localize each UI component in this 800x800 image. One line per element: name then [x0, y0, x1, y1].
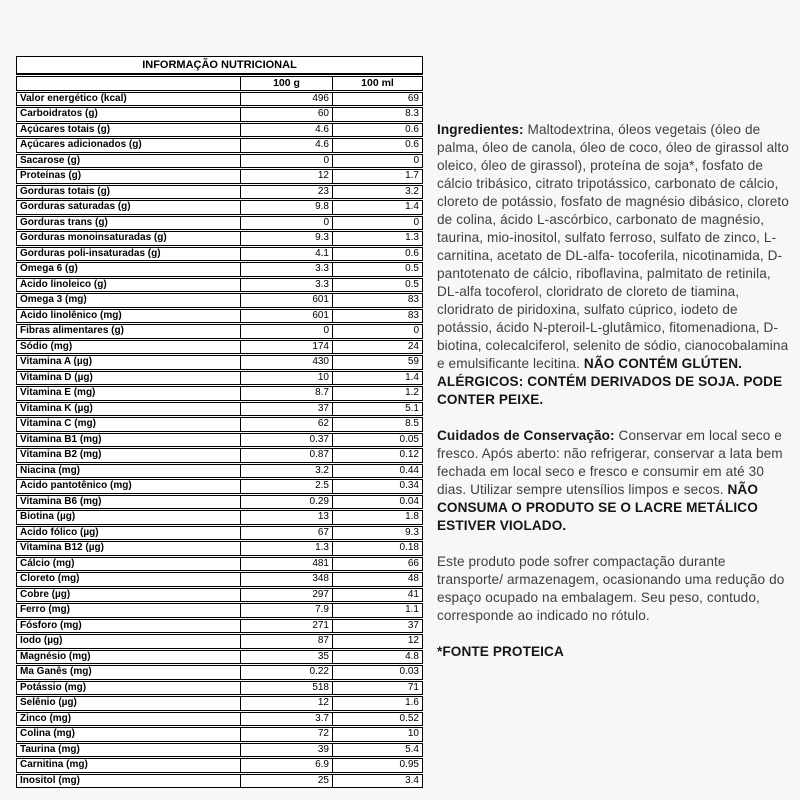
value-100g: 481 — [240, 557, 332, 572]
nutrient-row — [16, 154, 423, 169]
nutrient-row — [16, 588, 423, 603]
value-100ml: 24 — [332, 340, 423, 355]
value-100g: 174 — [240, 340, 332, 355]
nutrient-label: Taurina (mg) — [16, 743, 240, 758]
nutrient-label: Vitamina K (µg) — [16, 402, 240, 417]
table-body — [16, 92, 423, 789]
nutrient-row — [16, 743, 423, 758]
value-100g: 23 — [240, 185, 332, 200]
nutrient-label: Gorduras monoinsaturadas (g) — [16, 231, 240, 246]
value-100g: 1.3 — [240, 541, 332, 556]
value-100ml: 0.6 — [332, 138, 423, 153]
nutrient-row — [16, 340, 423, 355]
nutrient-row — [16, 355, 423, 370]
emphasis-text: Cuidados de Conservação: — [437, 428, 619, 443]
emphasis-text: Ingredientes: — [437, 122, 528, 137]
header-100ml: 100 ml — [332, 76, 423, 91]
value-100g: 37 — [240, 402, 332, 417]
nutrient-row — [16, 293, 423, 308]
value-100ml: 0 — [332, 154, 423, 169]
nutrient-label: Inositol (mg) — [16, 774, 240, 789]
value-100g: 4.6 — [240, 123, 332, 138]
value-100g: 2.5 — [240, 479, 332, 494]
nutrient-label: Ma Ganês (mg) — [16, 665, 240, 680]
value-100ml: 71 — [332, 681, 423, 696]
ingredients-paragraph — [437, 121, 793, 409]
nutrient-label: Potássio (mg) — [16, 681, 240, 696]
header-empty-cell — [16, 76, 240, 91]
value-100g: 6.9 — [240, 758, 332, 773]
nutrient-row — [16, 665, 423, 680]
nutrient-row — [16, 510, 423, 525]
nutrient-label: Vitamina E (mg) — [16, 386, 240, 401]
nutrient-row — [16, 231, 423, 246]
emphasis-text: NÃO CONSUMA O PRODUTO SE O LACRE METÁLICO ESTIVER VIOLADO. — [437, 482, 758, 533]
value-100ml: 0.95 — [332, 758, 423, 773]
nutrient-label: Vitamina D (µg) — [16, 371, 240, 386]
nutrient-row — [16, 247, 423, 262]
value-100ml: 1.4 — [332, 371, 423, 386]
nutrient-label: Ácido fólico (µg) — [16, 526, 240, 541]
nutrient-row — [16, 386, 423, 401]
nutrient-label: Proteínas (g) — [16, 169, 240, 184]
value-100g: 9.8 — [240, 200, 332, 215]
nutrient-label: Gorduras trans (g) — [16, 216, 240, 231]
nutrient-row — [16, 464, 423, 479]
nutrient-label: Iodo (µg) — [16, 634, 240, 649]
nutrient-label: Vitamina B6 (mg) — [16, 495, 240, 510]
nutrient-row — [16, 138, 423, 153]
nutrient-label: Cloreto (mg) — [16, 572, 240, 587]
nutrient-label: Carboidratos (g) — [16, 107, 240, 122]
value-100ml: 0 — [332, 324, 423, 339]
value-100ml: 0.34 — [332, 479, 423, 494]
value-100ml: 1.7 — [332, 169, 423, 184]
value-100g: 4.1 — [240, 247, 332, 262]
nutrient-label: Vitamina B1 (mg) — [16, 433, 240, 448]
value-100g: 8.7 — [240, 386, 332, 401]
compaction-paragraph — [437, 553, 793, 625]
value-100ml: 0.52 — [332, 712, 423, 727]
nutrient-label: Carnitina (mg) — [16, 758, 240, 773]
product-info-panel — [437, 121, 793, 679]
value-100g: 25 — [240, 774, 332, 789]
nutrient-label: Açúcares adicionados (g) — [16, 138, 240, 153]
value-100g: 0.29 — [240, 495, 332, 510]
value-100ml: 0.5 — [332, 278, 423, 293]
value-100ml: 0 — [332, 216, 423, 231]
value-100g: 3.3 — [240, 262, 332, 277]
nutrient-row — [16, 371, 423, 386]
nutrient-label: Vitamina A (µg) — [16, 355, 240, 370]
value-100g: 13 — [240, 510, 332, 525]
nutrient-row — [16, 526, 423, 541]
value-100g: 0.22 — [240, 665, 332, 680]
value-100ml: 0.04 — [332, 495, 423, 510]
value-100g: 72 — [240, 727, 332, 742]
emphasis-text: NÃO CONTÉM GLÚTEN. ALÉRGICOS: CONTÉM DERIVADOS DE SOJA. PODE CONTER PEIXE. — [437, 356, 783, 407]
nutrient-label: Gorduras saturadas (g) — [16, 200, 240, 215]
nutrient-label: Zinco (mg) — [16, 712, 240, 727]
nutrient-row — [16, 262, 423, 277]
value-100ml: 37 — [332, 619, 423, 634]
value-100g: 3.3 — [240, 278, 332, 293]
nutrient-row — [16, 92, 423, 107]
body-text: Maltodextrina, óleos vegetais (óleo de palma, óleo de canola, óleo de coco, óleo de girassol alto oleico, óleo de girassol), proteína de soja*, fosfato de cálcio tribásico, citrato tripotássico, carbonato de cálcio, cloreto de potássio, fosfato de magnésio dibásico, cloreto de colina, ácido L-ascórbico, carbonato de magnésio, taurina, mio-inositol, sulfato ferroso, sulfato de zinco, L-carnitina, acetato de DL-alfa- tocoferila, nicotinamida, D-pantotenato de cálcio, riboflavina, palmitato de retinila, DL-alfa tocoferol, cloridrato de cloreto de tiamina, cloridrato de piridoxina, sulfato cúprico, iodeto de potássio, ácido N-pteroil-L-glutâmico, fitomenadiona, D-biotina, colecalciferol, selenito de sódio, cianocobalamina e emulsificante lecitina. — [437, 122, 789, 371]
nutrient-label: Fibras alimentares (g) — [16, 324, 240, 339]
nutrient-row — [16, 324, 423, 339]
value-100g: 10 — [240, 371, 332, 386]
nutrient-label: Vitamina B2 (mg) — [16, 448, 240, 463]
value-100ml: 10 — [332, 727, 423, 742]
value-100g: 601 — [240, 293, 332, 308]
value-100g: 4.6 — [240, 138, 332, 153]
nutrient-label: Vitamina B12 (µg) — [16, 541, 240, 556]
value-100ml: 0.12 — [332, 448, 423, 463]
value-100ml: 3.2 — [332, 185, 423, 200]
value-100g: 35 — [240, 650, 332, 665]
table-title: INFORMAÇÃO NUTRICIONAL — [16, 56, 423, 75]
nutrient-label: Sódio (mg) — [16, 340, 240, 355]
nutrient-label: Biotina (µg) — [16, 510, 240, 525]
value-100g: 430 — [240, 355, 332, 370]
value-100ml: 1.2 — [332, 386, 423, 401]
nutrient-row — [16, 650, 423, 665]
value-100g: 62 — [240, 417, 332, 432]
value-100g: 39 — [240, 743, 332, 758]
value-100ml: 4.8 — [332, 650, 423, 665]
protein-source-note — [437, 643, 793, 661]
nutrient-label: Ômega 3 (mg) — [16, 293, 240, 308]
nutrient-label: Niacina (mg) — [16, 464, 240, 479]
value-100ml: 0.44 — [332, 464, 423, 479]
nutrient-label: Ácido pantotênico (mg) — [16, 479, 240, 494]
value-100g: 0 — [240, 154, 332, 169]
nutrient-row — [16, 495, 423, 510]
storage-paragraph — [437, 427, 793, 535]
header-100g: 100 g — [240, 76, 332, 91]
body-text: Conservar em local seco e fresco. Após aberto: não refrigerar, conservar a lata bem fechada em local seco e fresco e consumir em até 30 dias. Utilizar sempre utensílios limpos e secos. — [437, 428, 783, 497]
value-100ml: 69 — [332, 92, 423, 107]
value-100ml: 59 — [332, 355, 423, 370]
nutrient-label: Gorduras poli-insaturadas (g) — [16, 247, 240, 262]
value-100ml: 8.5 — [332, 417, 423, 432]
nutrient-label: Cobre (µg) — [16, 588, 240, 603]
nutrient-row — [16, 169, 423, 184]
nutrient-label: Selênio (µg) — [16, 696, 240, 711]
nutrient-label: Cálcio (mg) — [16, 557, 240, 572]
value-100ml: 83 — [332, 309, 423, 324]
nutrition-facts-table — [16, 55, 423, 789]
value-100g: 3.2 — [240, 464, 332, 479]
value-100ml: 48 — [332, 572, 423, 587]
nutrient-row — [16, 417, 423, 432]
nutrient-row — [16, 402, 423, 417]
nutrient-row — [16, 107, 423, 122]
nutrient-row — [16, 216, 423, 231]
value-100g: 60 — [240, 107, 332, 122]
nutrient-label: Valor energético (kcal) — [16, 92, 240, 107]
nutrient-label: Magnésio (mg) — [16, 650, 240, 665]
nutrient-label: Gorduras totais (g) — [16, 185, 240, 200]
value-100g: 9.3 — [240, 231, 332, 246]
emphasis-text: *FONTE PROTEICA — [437, 644, 564, 659]
value-100ml: 0.6 — [332, 123, 423, 138]
nutrient-label: Sacarose (g) — [16, 154, 240, 169]
nutrient-label: Ferro (mg) — [16, 603, 240, 618]
nutrient-row — [16, 727, 423, 742]
nutrient-row — [16, 433, 423, 448]
nutrient-label: Fósforo (mg) — [16, 619, 240, 634]
value-100ml: 1.3 — [332, 231, 423, 246]
nutrient-row — [16, 712, 423, 727]
value-100ml: 8.3 — [332, 107, 423, 122]
value-100g: 3.7 — [240, 712, 332, 727]
value-100g: 0 — [240, 324, 332, 339]
value-100ml: 0.5 — [332, 262, 423, 277]
nutrient-row — [16, 278, 423, 293]
value-100ml: 3.4 — [332, 774, 423, 789]
nutrient-row — [16, 200, 423, 215]
nutrient-row — [16, 681, 423, 696]
value-100ml: 83 — [332, 293, 423, 308]
value-100ml: 0.6 — [332, 247, 423, 262]
body-text: Este produto pode sofrer compactação durante transporte/ armazenagem, ocasionando uma redução do espaço ocupado na embalagem. Seu peso, contudo, corresponde ao indicado no rótulo. — [437, 554, 785, 623]
nutrient-row — [16, 557, 423, 572]
value-100g: 0 — [240, 216, 332, 231]
nutrient-row — [16, 619, 423, 634]
value-100ml: 1.6 — [332, 696, 423, 711]
nutrient-row — [16, 479, 423, 494]
value-100g: 297 — [240, 588, 332, 603]
value-100ml: 1.4 — [332, 200, 423, 215]
nutrient-row — [16, 696, 423, 711]
value-100ml: 66 — [332, 557, 423, 572]
value-100ml: 12 — [332, 634, 423, 649]
value-100ml: 41 — [332, 588, 423, 603]
value-100g: 7.9 — [240, 603, 332, 618]
table-title-row — [16, 56, 423, 75]
nutrient-row — [16, 123, 423, 138]
nutrient-label: Vitamina C (mg) — [16, 417, 240, 432]
value-100g: 348 — [240, 572, 332, 587]
nutrient-row — [16, 448, 423, 463]
value-100ml: 1.1 — [332, 603, 423, 618]
value-100g: 0.37 — [240, 433, 332, 448]
value-100g: 518 — [240, 681, 332, 696]
nutrient-row — [16, 309, 423, 324]
nutrient-label: Ômega 6 (g) — [16, 262, 240, 277]
nutrient-row — [16, 572, 423, 587]
value-100ml: 5.4 — [332, 743, 423, 758]
value-100g: 496 — [240, 92, 332, 107]
nutrient-row — [16, 185, 423, 200]
value-100ml: 5.1 — [332, 402, 423, 417]
table-header-row — [16, 76, 423, 91]
value-100g: 67 — [240, 526, 332, 541]
nutrient-row — [16, 541, 423, 556]
value-100g: 87 — [240, 634, 332, 649]
nutrient-label: Colina (mg) — [16, 727, 240, 742]
value-100g: 601 — [240, 309, 332, 324]
value-100g: 12 — [240, 696, 332, 711]
value-100g: 0.87 — [240, 448, 332, 463]
value-100ml: 9.3 — [332, 526, 423, 541]
value-100ml: 0.03 — [332, 665, 423, 680]
nutrient-row — [16, 758, 423, 773]
nutrient-row — [16, 603, 423, 618]
nutrient-label: Açúcares totais (g) — [16, 123, 240, 138]
nutrient-label: Ácido linoleico (g) — [16, 278, 240, 293]
value-100ml: 0.18 — [332, 541, 423, 556]
value-100ml: 0.05 — [332, 433, 423, 448]
nutrient-label: Ácido linolênico (mg) — [16, 309, 240, 324]
value-100g: 271 — [240, 619, 332, 634]
nutrient-row — [16, 774, 423, 789]
value-100g: 12 — [240, 169, 332, 184]
nutrient-row — [16, 634, 423, 649]
value-100ml: 1.8 — [332, 510, 423, 525]
